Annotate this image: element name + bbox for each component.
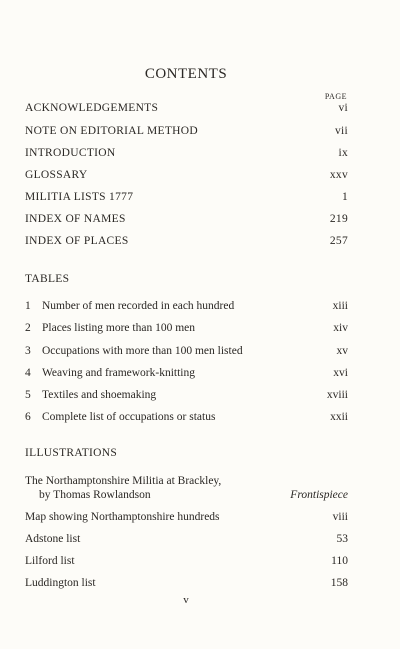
illustration-label-line: by Thomas Rowlandson [39, 489, 151, 501]
entry-page: 219 [329, 213, 348, 225]
table-entry [25, 321, 348, 335]
entry-label: MILITIA LISTS 1777 [25, 191, 134, 203]
entry-page: 257 [329, 235, 348, 247]
table-entry [25, 299, 348, 313]
contents-entry [25, 146, 348, 160]
illustration-entry [25, 576, 348, 590]
contents-entry [25, 101, 348, 115]
illustration-page: 158 [330, 577, 348, 589]
illustration-entry [25, 532, 348, 546]
table-number: 2 [25, 322, 31, 334]
table-page: xiv [333, 322, 348, 334]
illustration-label: Map showing Northamptonshire hundreds [25, 511, 220, 523]
entry-page: vii [334, 125, 348, 137]
contents-entry [25, 124, 348, 138]
table-label: Number of men recorded in each hundred [42, 300, 235, 312]
illustration-entry [25, 554, 348, 568]
table-number: 1 [25, 300, 31, 312]
illustrations-heading: ILLUSTRATIONS [25, 447, 118, 459]
entry-page: vi [338, 102, 348, 114]
entry-page: ix [338, 147, 348, 159]
entry-label: NOTE ON EDITORIAL METHOD [25, 125, 198, 137]
page-column-header: PAGE [324, 92, 347, 101]
tables-heading: TABLES [25, 273, 70, 285]
illustration-entry [25, 510, 348, 524]
illustration-label: Lilford list [25, 555, 75, 567]
table-number: 6 [25, 411, 31, 423]
table-page: xxii [330, 411, 348, 423]
entry-label: INTRODUCTION [25, 147, 116, 159]
contents-entry [25, 168, 348, 182]
table-label: Occupations with more than 100 men listed [42, 345, 243, 357]
illustration-entry [25, 474, 348, 502]
entry-label: INDEX OF NAMES [25, 213, 126, 225]
table-page: xv [336, 345, 348, 357]
table-number: 4 [25, 367, 31, 379]
illustration-page: 53 [336, 533, 348, 545]
table-entry [25, 410, 348, 424]
illustration-label: Adstone list [25, 533, 81, 545]
entry-label: INDEX OF PLACES [25, 235, 129, 247]
illustration-page: Frontispiece [290, 489, 348, 501]
table-entry [25, 388, 348, 402]
entry-label: GLOSSARY [25, 169, 88, 181]
page-title: CONTENTS [144, 66, 228, 82]
table-label: Complete list of occupations or status [42, 411, 216, 423]
entry-page: 1 [341, 191, 348, 203]
page-folio: v [183, 594, 189, 606]
table-page: xvi [333, 367, 348, 379]
contents-entry [25, 190, 348, 204]
entry-label: ACKNOWLEDGEMENTS [25, 102, 159, 114]
illustration-page: viii [332, 511, 348, 523]
entry-page: xxv [329, 169, 348, 181]
table-label: Places listing more than 100 men [42, 322, 195, 334]
illustration-label: Luddington list [25, 577, 96, 589]
table-label: Textiles and shoemaking [42, 389, 157, 401]
table-page: xviii [326, 389, 348, 401]
contents-entry [25, 234, 348, 248]
contents-entry [25, 212, 348, 226]
table-number: 3 [25, 345, 31, 357]
table-entry [25, 344, 348, 358]
illustration-page: 110 [331, 555, 348, 567]
table-entry [25, 366, 348, 380]
table-number: 5 [25, 389, 31, 401]
table-page: xiii [332, 300, 348, 312]
illustration-label-line: The Northamptonshire Militia at Brackley, [25, 475, 222, 487]
table-label: Weaving and framework-knitting [42, 367, 195, 379]
